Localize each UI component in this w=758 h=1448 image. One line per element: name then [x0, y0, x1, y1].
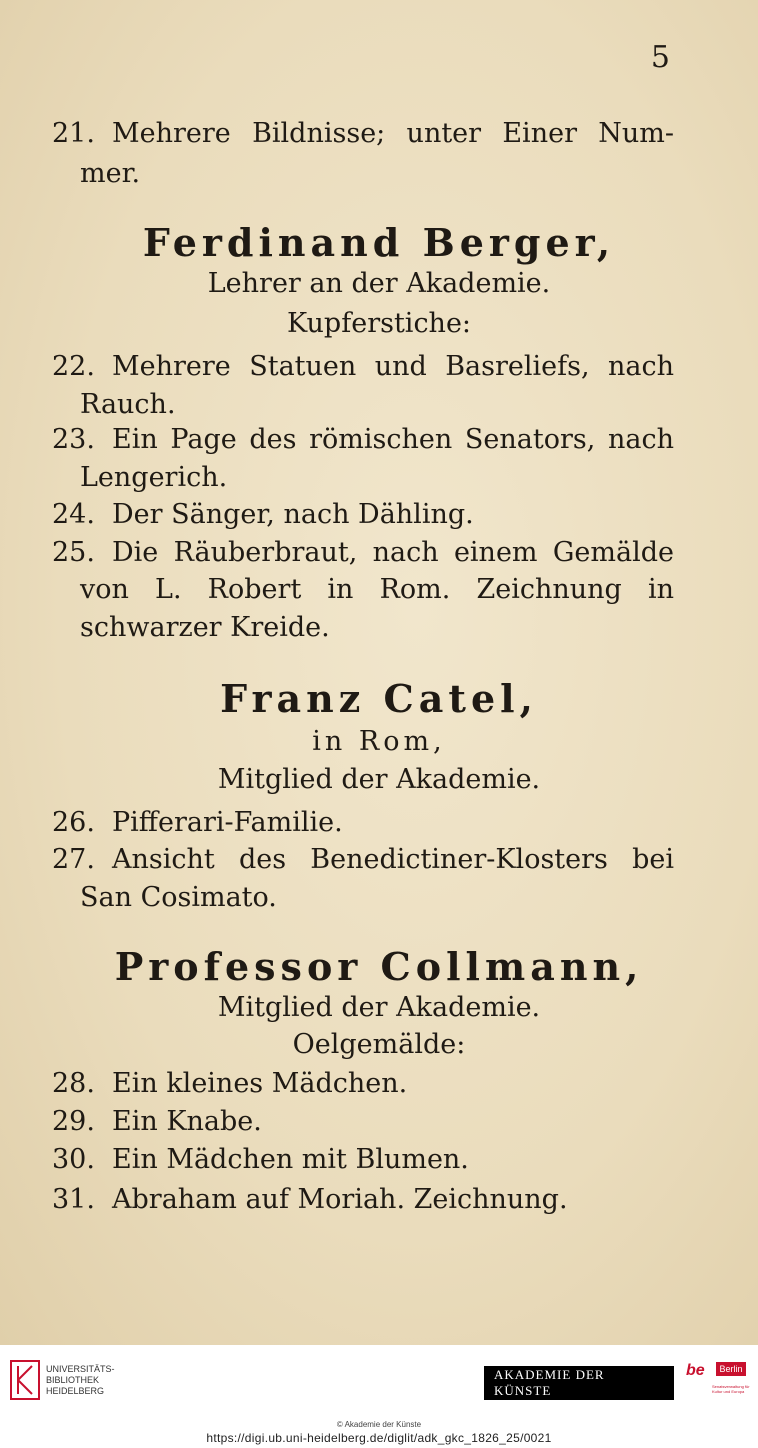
- entry-number: 29.: [52, 1106, 95, 1137]
- entry-28: [52, 1064, 674, 1104]
- entry-number: 31.: [52, 1184, 95, 1215]
- entry-23-line-1: [52, 420, 674, 460]
- entry-text: Der Sänger, nach Dähling.: [112, 499, 474, 530]
- entry-number: 27.: [52, 844, 95, 875]
- entry-30: [52, 1140, 674, 1180]
- source-url-link[interactable]: https://digi.ub.uni-heidelberg.de/diglit/adk_gkc_1826_25/0021: [206, 1431, 552, 1445]
- entry-25-line-3: schwarzer Kreide.: [80, 612, 330, 643]
- berlin-badge[interactable]: Berlin: [716, 1362, 746, 1376]
- section-subtitle-berger: Lehrer an der Akademie.: [207, 268, 551, 299]
- entry-21-line-2: mer.: [80, 158, 141, 189]
- university-library-logo-icon[interactable]: [10, 1360, 40, 1400]
- entry-22-line-1: [52, 347, 674, 387]
- section-heading-catel: Franz Catel,: [220, 676, 538, 721]
- entry-number: 24.: [52, 499, 95, 530]
- university-library-name[interactable]: [46, 1364, 115, 1397]
- entry-number: 21.: [52, 118, 95, 149]
- entry-29: [52, 1102, 674, 1142]
- university-line: BIBLIOTHEK: [46, 1375, 100, 1385]
- entry-21-line-1: [52, 114, 674, 154]
- university-line: UNIVERSITÄTS-: [46, 1364, 115, 1374]
- entry-text: Ein Page des römischen Senators, nach: [112, 424, 674, 455]
- entry-number: 30.: [52, 1144, 95, 1175]
- entry-31: [52, 1180, 674, 1220]
- entry-text: Ansicht des Benedictiner-Klosters bei: [112, 844, 674, 875]
- entry-text: Ein Mädchen mit Blumen.: [112, 1144, 469, 1175]
- entry-26-line-1: [52, 803, 674, 843]
- entry-text: Ein Knabe.: [112, 1106, 262, 1137]
- entry-number: 25.: [52, 537, 95, 568]
- berlin-senate-caption: Senatsverwaltung für Kultur und Europa: [712, 1384, 750, 1394]
- entry-number: 28.: [52, 1068, 95, 1099]
- section-subtitle-catel-location: in Rom,: [312, 726, 446, 757]
- entry-27-line-1: [52, 840, 674, 880]
- berlin-be-logo[interactable]: be: [686, 1362, 705, 1379]
- copyright-notice: © Akademie der Künste: [336, 1420, 422, 1429]
- entry-text: Mehrere Statuen und Basreliefs, nach: [112, 351, 674, 382]
- entry-text: Pifferari-Familie.: [112, 807, 343, 838]
- section-category-berger: Kupferstiche:: [286, 308, 472, 339]
- entry-number: 22.: [52, 351, 95, 382]
- university-line: HEIDELBERG: [46, 1386, 105, 1396]
- entry-text: Abraham auf Moriah. Zeichnung.: [112, 1184, 568, 1215]
- section-subtitle-collmann: Mitglied der Akademie.: [217, 992, 541, 1023]
- entry-text: Ein kleines Mädchen.: [112, 1068, 408, 1099]
- entry-24-line-1: [52, 495, 674, 535]
- section-heading-collmann: Professor Collmann,: [114, 944, 644, 989]
- entry-number: 23.: [52, 424, 95, 455]
- section-subtitle-catel-member: Mitglied der Akademie.: [217, 764, 541, 795]
- entry-25-line-1: [52, 533, 674, 573]
- entry-text: Mehrere Bildnisse; unter Einer Num-: [112, 118, 674, 149]
- entry-22-line-2: Rauch.: [80, 389, 176, 420]
- entry-number: 26.: [52, 807, 95, 838]
- entry-27-line-2: San Cosimato.: [80, 882, 277, 913]
- entry-text: Die Räuberbraut, nach einem Gemälde: [112, 537, 674, 568]
- akademie-label: AKADEMIE DER KÜNSTE: [483, 1360, 675, 1406]
- entry-23-line-2: Lengerich.: [80, 462, 228, 493]
- section-heading-berger: Ferdinand Berger,: [142, 220, 616, 265]
- akademie-der-kuenste-logo[interactable]: [483, 1366, 675, 1400]
- section-category-collmann: Oelgemälde:: [292, 1029, 466, 1060]
- page-number: 5: [650, 40, 670, 75]
- entry-25-line-2: von L. Robert in Rom. Zeichnung in: [80, 574, 674, 605]
